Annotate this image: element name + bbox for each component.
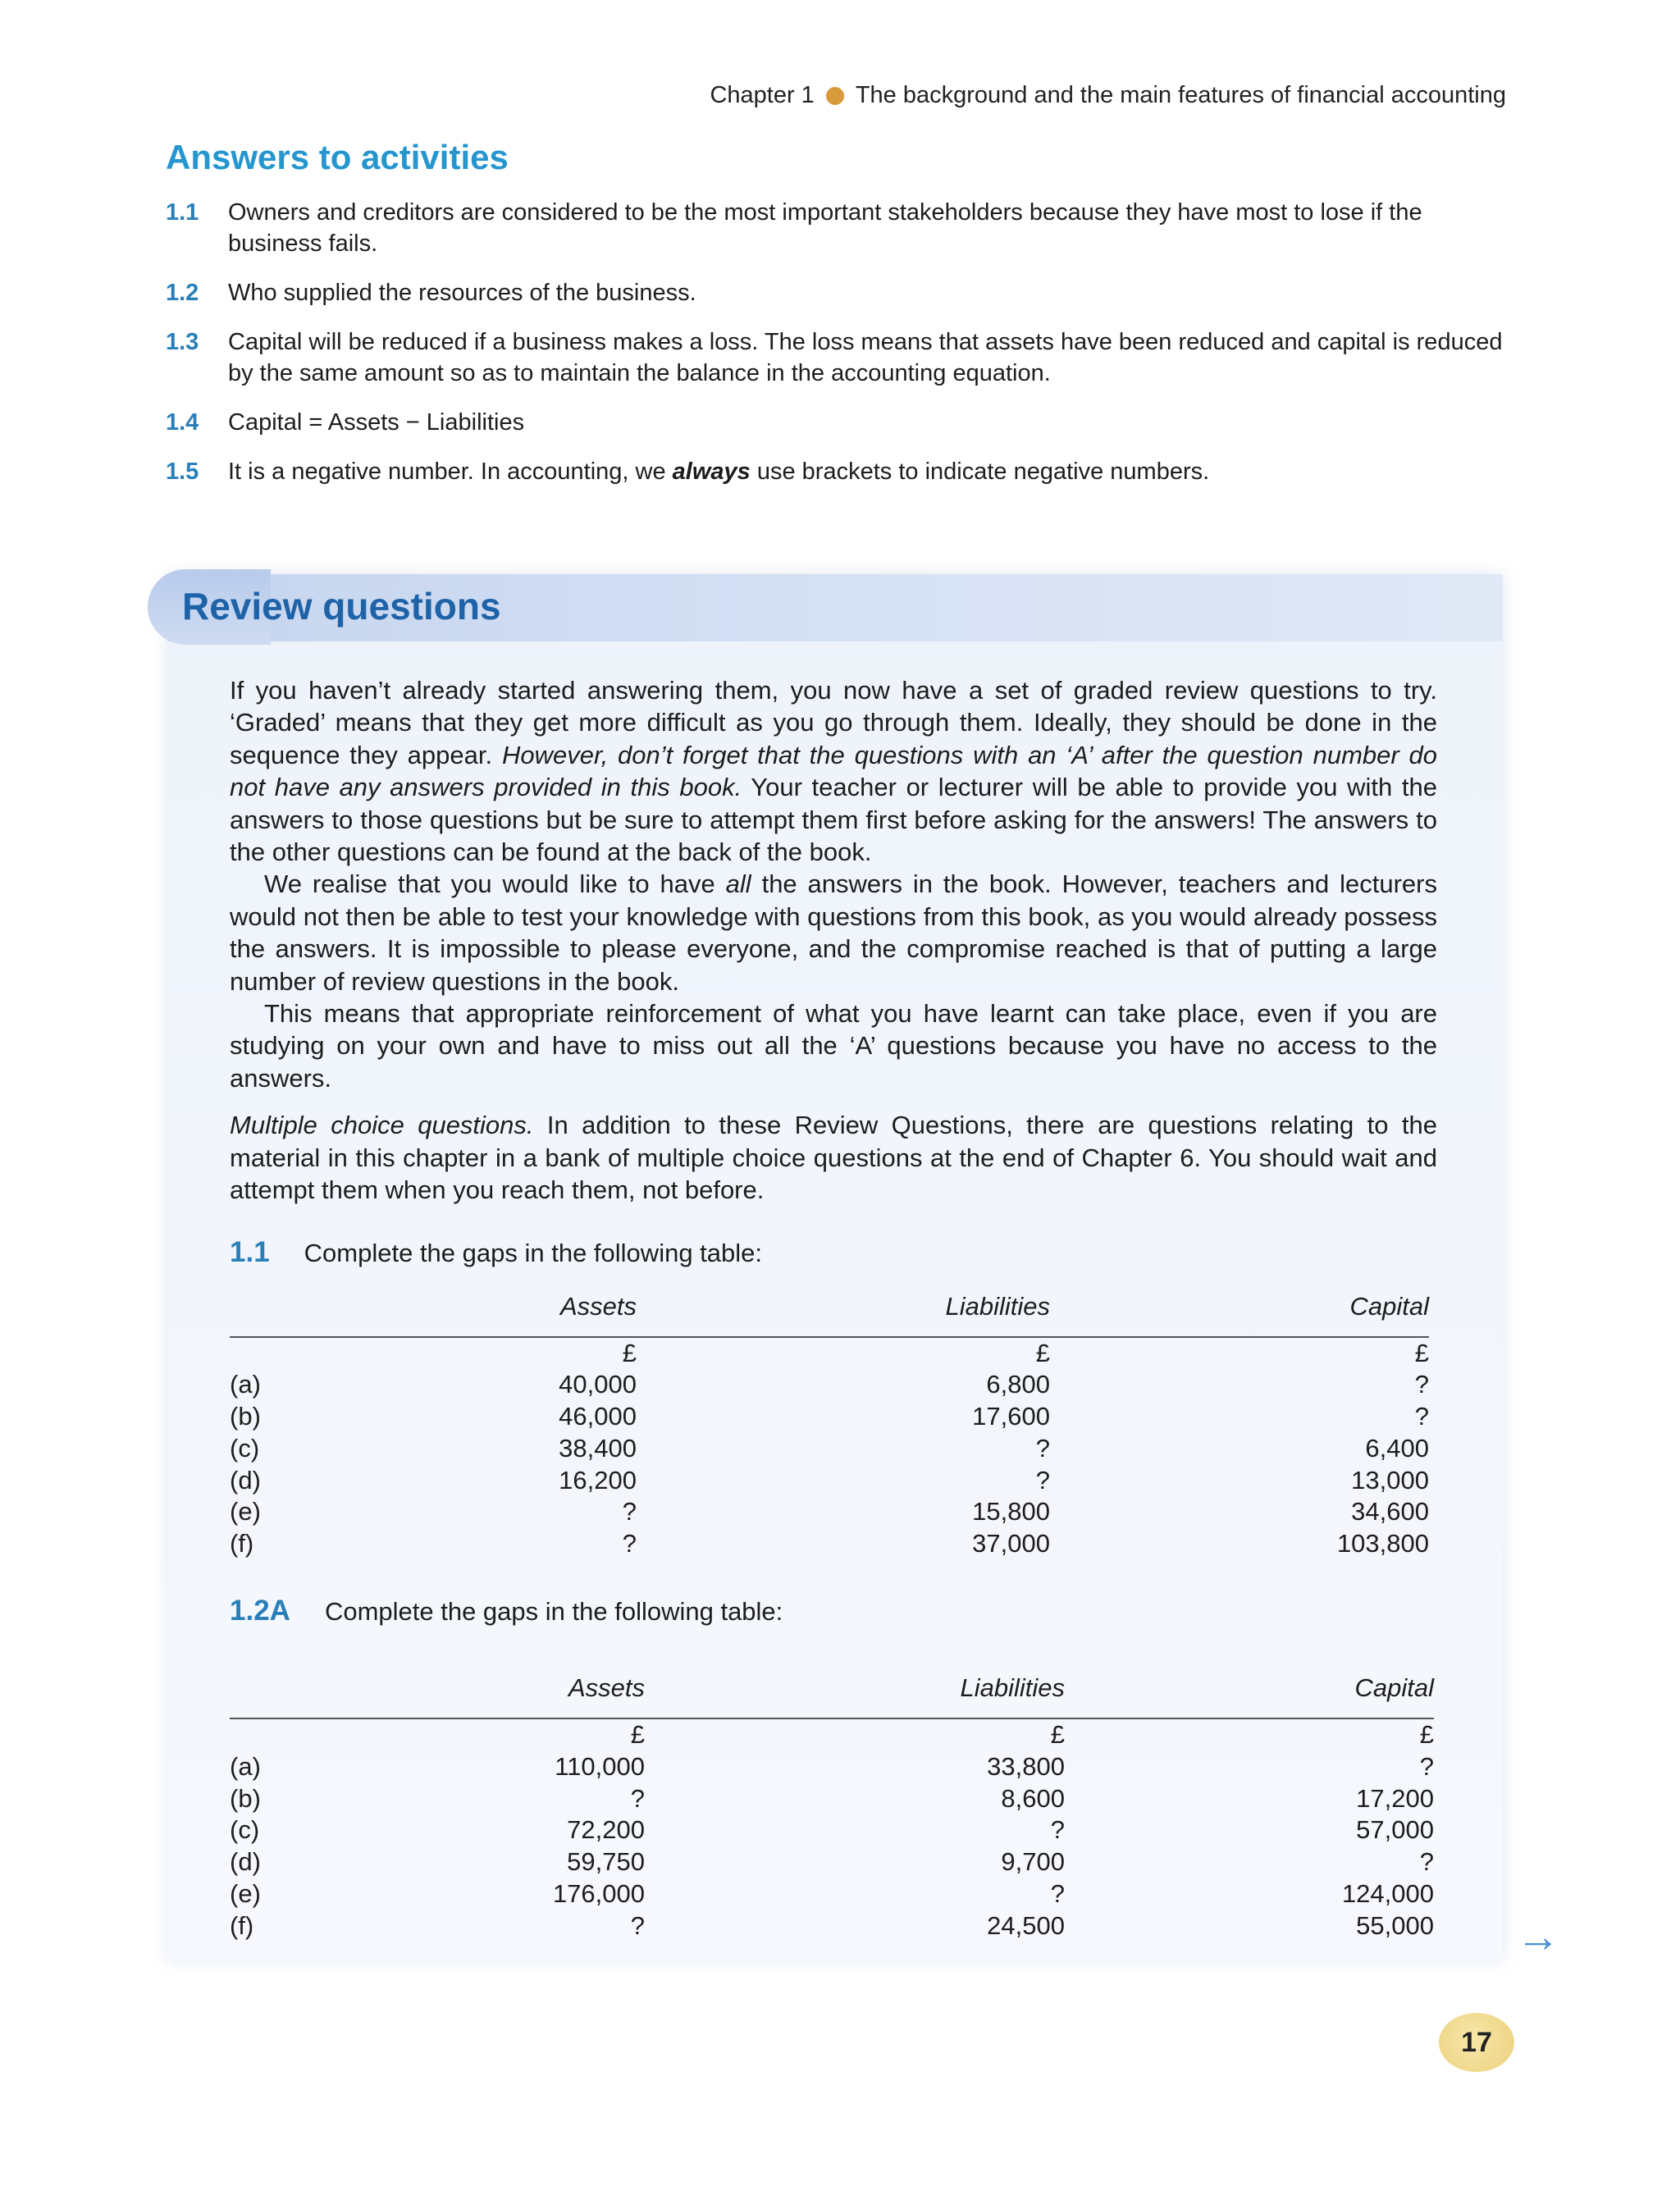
table-header-assets: Assets <box>377 1280 637 1337</box>
table-cell: £ <box>1419 1720 1434 1750</box>
table-cell: 6,800 <box>986 1370 1050 1399</box>
row-label: (a) <box>230 1370 261 1399</box>
table-cell: 9,700 <box>1001 1847 1065 1877</box>
table-cell: ? <box>1414 1370 1429 1399</box>
table-cell: ? <box>1419 1751 1434 1781</box>
answer-number: 1.5 <box>166 459 199 485</box>
chapter-label: Chapter 1 <box>710 82 815 108</box>
table-cell: 34,600 <box>1351 1497 1429 1527</box>
review-paragraph <box>230 1109 1437 1206</box>
table-cell: 17,600 <box>972 1402 1050 1431</box>
table-cell: ? <box>622 1497 637 1527</box>
table-cell: 57,000 <box>1356 1815 1434 1845</box>
table-cell: 55,000 <box>1356 1910 1434 1940</box>
review-text: Your teacher or lecturer will be able to provide you with the answers to those questions but be sure to attempt them first before asking for the answers! The answers to the other questions can be found at the back of the book. <box>230 773 1437 867</box>
answer-text-part: use brackets to indicate negative numbers. <box>750 459 1210 485</box>
table-cell: 24,500 <box>987 1910 1065 1940</box>
answer-number: 1.3 <box>166 329 199 355</box>
table-row <box>230 1401 1429 1433</box>
table-row <box>230 1433 1429 1465</box>
question-prompt: Complete the gaps in the following table: <box>304 1238 763 1267</box>
running-header <box>710 82 1506 109</box>
table-row <box>230 1846 1434 1878</box>
review-italic-text: Multiple choice questions. <box>230 1111 534 1140</box>
question-heading <box>230 1236 1437 1269</box>
answer-text-part: It is a negative number. In accounting, we <box>228 459 673 485</box>
table-row <box>230 1465 1429 1497</box>
table-cell: £ <box>1414 1338 1429 1367</box>
review-paragraph: This means that appropriate reinforcement of what you have learnt can take place, even if you are studying on your own and have to miss out all the ‘A’ questions because you have no access to the answers. <box>230 999 1437 1093</box>
table-row <box>230 1814 1434 1846</box>
row-label: (d) <box>230 1847 261 1877</box>
answer-number: 1.4 <box>166 409 199 436</box>
table-cell: ? <box>622 1529 637 1558</box>
question-table <box>230 1280 1429 1561</box>
bullet-dot-icon <box>826 87 844 105</box>
table-cell: 40,000 <box>559 1370 637 1399</box>
table-cell: ? <box>1050 1815 1065 1845</box>
table-row <box>230 1369 1429 1401</box>
table-cell: 72,200 <box>567 1815 645 1845</box>
table-cell: 124,000 <box>1341 1879 1434 1909</box>
answers-heading: Answers to activities <box>166 138 509 176</box>
answer-item <box>166 326 1506 389</box>
table-cell: £ <box>1050 1720 1065 1750</box>
review-paragraph <box>230 674 1437 868</box>
review-text: If you haven’t already started answering them, you now have a set of graded review questions to try. ‘Graded’ means that they get more difficult as you go through them. Ideally, they should be done in the sequence they appear. <box>230 676 1437 769</box>
row-label: (b) <box>230 1402 261 1431</box>
table-cell <box>230 1718 377 1751</box>
table-row <box>230 1783 1434 1815</box>
row-label: (e) <box>230 1879 261 1909</box>
table-cell: 16,200 <box>559 1465 637 1495</box>
table-cell: ? <box>1414 1402 1429 1431</box>
row-label: (f) <box>230 1910 254 1940</box>
table-cell: £ <box>622 1338 637 1367</box>
question-number: 1.2A <box>230 1595 290 1627</box>
table-header-capital: Capital <box>1050 1280 1429 1337</box>
row-label: (b) <box>230 1783 261 1813</box>
answer-number: 1.1 <box>166 199 199 226</box>
row-label: (c) <box>230 1815 260 1845</box>
table-cell: £ <box>1035 1338 1050 1367</box>
answer-text: Who supplied the resources of the business. <box>228 280 696 306</box>
answer-item <box>166 407 1506 438</box>
table-cell: ? <box>630 1783 645 1813</box>
answer-text: Capital will be reduced if a business makes a loss. The loss means that assets have been reduced and capital is reduced by the same amount so as to maintain the balance in the accounting equation. <box>228 329 1503 386</box>
answer-text: Owners and creditors are considered to be the most important stakeholders because they have most to lose if the business fails. <box>228 199 1422 257</box>
table-row <box>230 1751 1434 1783</box>
review-heading: Review questions <box>182 585 501 628</box>
table-cell: 17,200 <box>1356 1783 1434 1813</box>
table-header-liabilities: Liabilities <box>645 1662 1065 1718</box>
table-currency-row <box>230 1718 1434 1751</box>
table-cell: 15,800 <box>972 1497 1050 1527</box>
table-row <box>230 1878 1434 1910</box>
answer-item <box>166 456 1506 487</box>
table-cell: ? <box>630 1910 645 1940</box>
table-cell: 37,000 <box>972 1529 1050 1558</box>
answer-number: 1.2 <box>166 280 199 306</box>
answer-emphasis: always <box>672 459 751 485</box>
review-text: In addition to these Review Questions, there are questions relating to the material in this chapter in a bank of multiple choice questions at the end of Chapter 6. You should wait and attempt them when you reach them, not before. <box>230 1111 1437 1205</box>
table-cell: 103,800 <box>1336 1529 1429 1558</box>
answers-list <box>166 197 1506 505</box>
table-header-assets: Assets <box>377 1662 645 1718</box>
table-cell: 38,400 <box>559 1433 637 1463</box>
review-italic-text: all <box>725 869 751 899</box>
table-cell: 8,600 <box>1001 1783 1065 1813</box>
review-text: the answers in the book. However, teachers and lecturers would not then be able to test your knowledge with questions from this book, as you would already possess the answers. It is impossible to please everyone, and the compromise reached is that of putting a large number of review questions in the book. <box>230 869 1437 996</box>
table-cell: 176,000 <box>552 1879 645 1909</box>
answer-text <box>228 456 1506 487</box>
table-cell: 33,800 <box>987 1751 1065 1781</box>
review-text: We realise that you would like to have <box>264 869 726 899</box>
review-body <box>230 674 1437 1942</box>
row-label: (e) <box>230 1497 261 1527</box>
table-header-liabilities: Liabilities <box>637 1280 1050 1337</box>
table-cell: 46,000 <box>559 1402 637 1431</box>
table-row <box>230 1496 1429 1528</box>
question-heading <box>230 1595 1437 1627</box>
question-number: 1.1 <box>230 1235 270 1268</box>
table-cell <box>230 1337 377 1370</box>
review-paragraph <box>230 868 1437 997</box>
table-cell: £ <box>630 1720 645 1750</box>
question-table <box>230 1662 1434 1942</box>
answer-text: Capital = Assets − Liabilities <box>228 409 525 436</box>
table-cell: 110,000 <box>555 1751 645 1781</box>
table-cell: ? <box>1035 1465 1050 1495</box>
answer-item <box>166 197 1506 259</box>
page-number: 17 <box>1439 2013 1514 2072</box>
table-cell: ? <box>1419 1847 1434 1877</box>
row-label: (d) <box>230 1465 261 1495</box>
row-label: (a) <box>230 1751 261 1781</box>
table-row <box>230 1910 1434 1942</box>
table-cell: 13,000 <box>1351 1465 1429 1495</box>
chapter-title: The background and the main features of financial accounting <box>855 82 1506 108</box>
row-label: (f) <box>230 1529 254 1558</box>
table-row <box>230 1528 1429 1560</box>
table-header-capital: Capital <box>1065 1662 1434 1718</box>
table-cell: 6,400 <box>1365 1433 1429 1463</box>
table-currency-row <box>230 1337 1429 1370</box>
table-cell: ? <box>1035 1433 1050 1463</box>
table-cell: ? <box>1050 1879 1065 1909</box>
continue-arrow-icon: → <box>1516 1912 1560 1961</box>
table-header-row <box>230 1662 1434 1718</box>
table-header-row <box>230 1280 1429 1337</box>
row-label: (c) <box>230 1433 260 1463</box>
table-header-empty <box>230 1280 377 1337</box>
answer-item <box>166 277 1506 308</box>
table-cell: 59,750 <box>567 1847 645 1877</box>
table-header-empty <box>230 1662 377 1718</box>
review-italic-text: However, don’t forget that the questions with an ‘A’ after the question number do not have any answers provided in this book. <box>230 740 1438 802</box>
question-prompt: Complete the gaps in the following table: <box>324 1597 783 1627</box>
